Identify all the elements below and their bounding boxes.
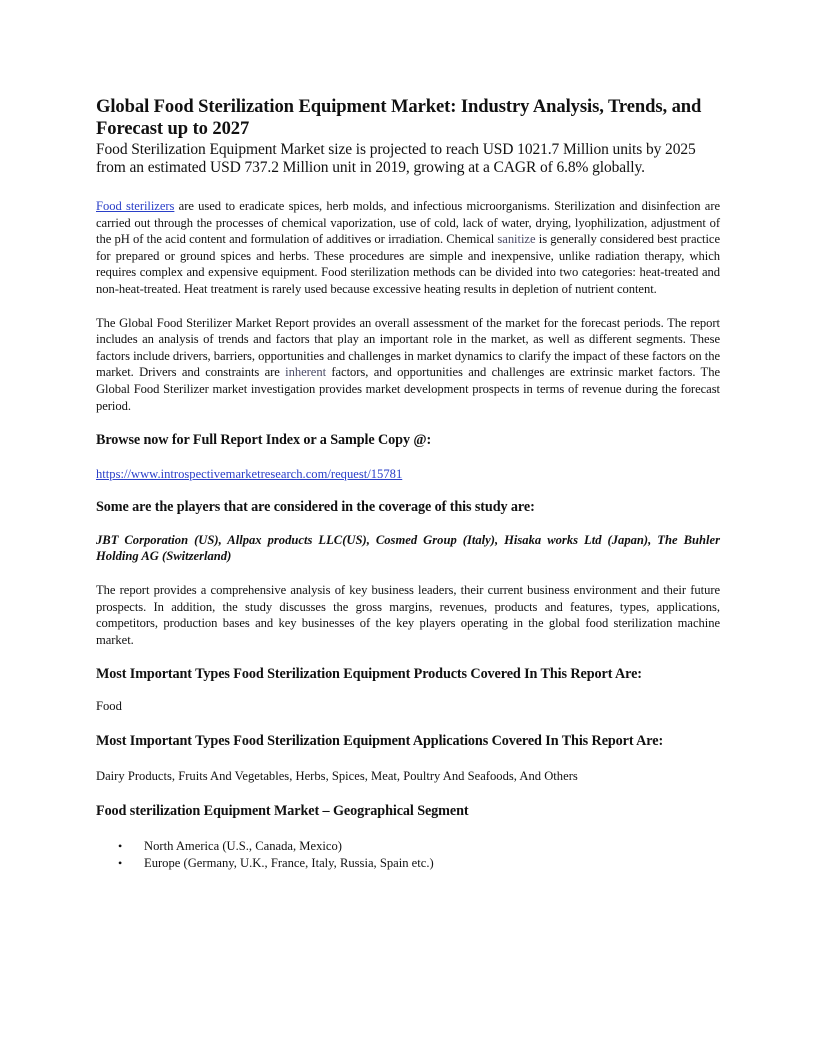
- geo-item-label: North America (U.S., Canada, Mexico): [144, 839, 342, 854]
- browse-heading: Browse now for Full Report Index or a Sample Copy @:: [96, 432, 432, 449]
- food-sterilizers-link[interactable]: Food sterilizers: [96, 199, 175, 213]
- report-paragraph: [96, 315, 720, 415]
- report-text-part-1: The Global Food Sterilizer Market Report provides an overall assessment of the market for the forecast periods. The report includes an analysis of trends and factors that play an important role in the market, as well as different segments. These factors include drivers, barriers, opportunities and challenges in market dynamics to clarify the impact of these factors on the market. Drivers and constraints are: [96, 315, 720, 380]
- market-size-summary: Food Sterilization Equipment Market size is projected to reach USD 1021.7 Million units by 2025 from an estimated USD 737.2 Million unit in 2019, growing at a CAGR of 6.8% globally.: [96, 141, 696, 176]
- document-title: Global Food Sterilization Equipment Market: Industry Analysis, Trends, and Forecast up to 2027: [96, 96, 702, 139]
- request-url-link[interactable]: https://www.introspectivemarketresearch.com/request/15781: [96, 467, 403, 482]
- product-types-value: Food: [96, 699, 122, 714]
- list-item: [96, 838, 720, 855]
- analysis-paragraph: The report provides a comprehensive analysis of key business leaders, their current business environment and their future prospects. In addition, the study discusses the gross margins, revenues, products and features, types, applications, competitors, production bases and key businesses of the key players operating in the global food sterilization machine market.: [96, 582, 720, 647]
- players-heading: Some are the players that are considered in the coverage of this study are:: [96, 498, 535, 515]
- applications-heading: Most Important Types Food Sterilization Equipment Applications Covered In This Report Are:: [96, 732, 664, 749]
- applications-value: Dairy Products, Fruits And Vegetables, Herbs, Spices, Meat, Poultry And Seafoods, And Others: [96, 768, 578, 783]
- list-item: [96, 855, 720, 872]
- intro-paragraph: [96, 198, 720, 298]
- intro-text-part-1: are used to eradicate spices, herb molds, and infectious microorganisms. Sterilization and disinfection are carried out through the processes of chemical vaporization, use of cold, lack of water, drying, lyophilization, adjustment of the pH of the acid content and formulation of additives or irradiation. Chemical: [96, 199, 721, 247]
- bullet-icon: •: [118, 856, 123, 871]
- intro-text-part-2: is generally considered best practice for prepared or ground spices and herbs. These procedures are simple and inexpensive, unlike radiation therapy, which requires complex and expensive equipment. Food sterilization methods can be divided into two categories: heat-treated and non-heat-treated. Heat treatment is rarely used because excessive heating results in depletion of nutrient content.: [96, 232, 721, 296]
- geo-heading: Food sterilization Equipment Market – Geographical Segment: [96, 803, 469, 820]
- product-types-heading: Most Important Types Food Sterilization Equipment Products Covered In This Report Are:: [96, 666, 642, 683]
- report-text-part-2: factors, and opportunities and challenges are extrinsic market factors. The Global Food Sterilizer market investigation provides market development prospects in terms of revenue during the forecast period.: [96, 365, 720, 413]
- players-list: JBT Corporation (US), Allpax products LLC(US), Cosmed Group (Italy), Hisaka works Ltd (Japan), The Buhler Holding AG (Switzerland): [96, 532, 720, 564]
- bullet-icon: •: [118, 839, 123, 854]
- sanitize-word: sanitize: [497, 232, 536, 247]
- document-page: [96, 96, 720, 872]
- geo-item-label: Europe (Germany, U.K., France, Italy, Russia, Spain etc.): [144, 856, 434, 871]
- inherent-word: inherent: [285, 365, 327, 380]
- request-url-line: [96, 466, 720, 483]
- geo-list: [96, 838, 720, 871]
